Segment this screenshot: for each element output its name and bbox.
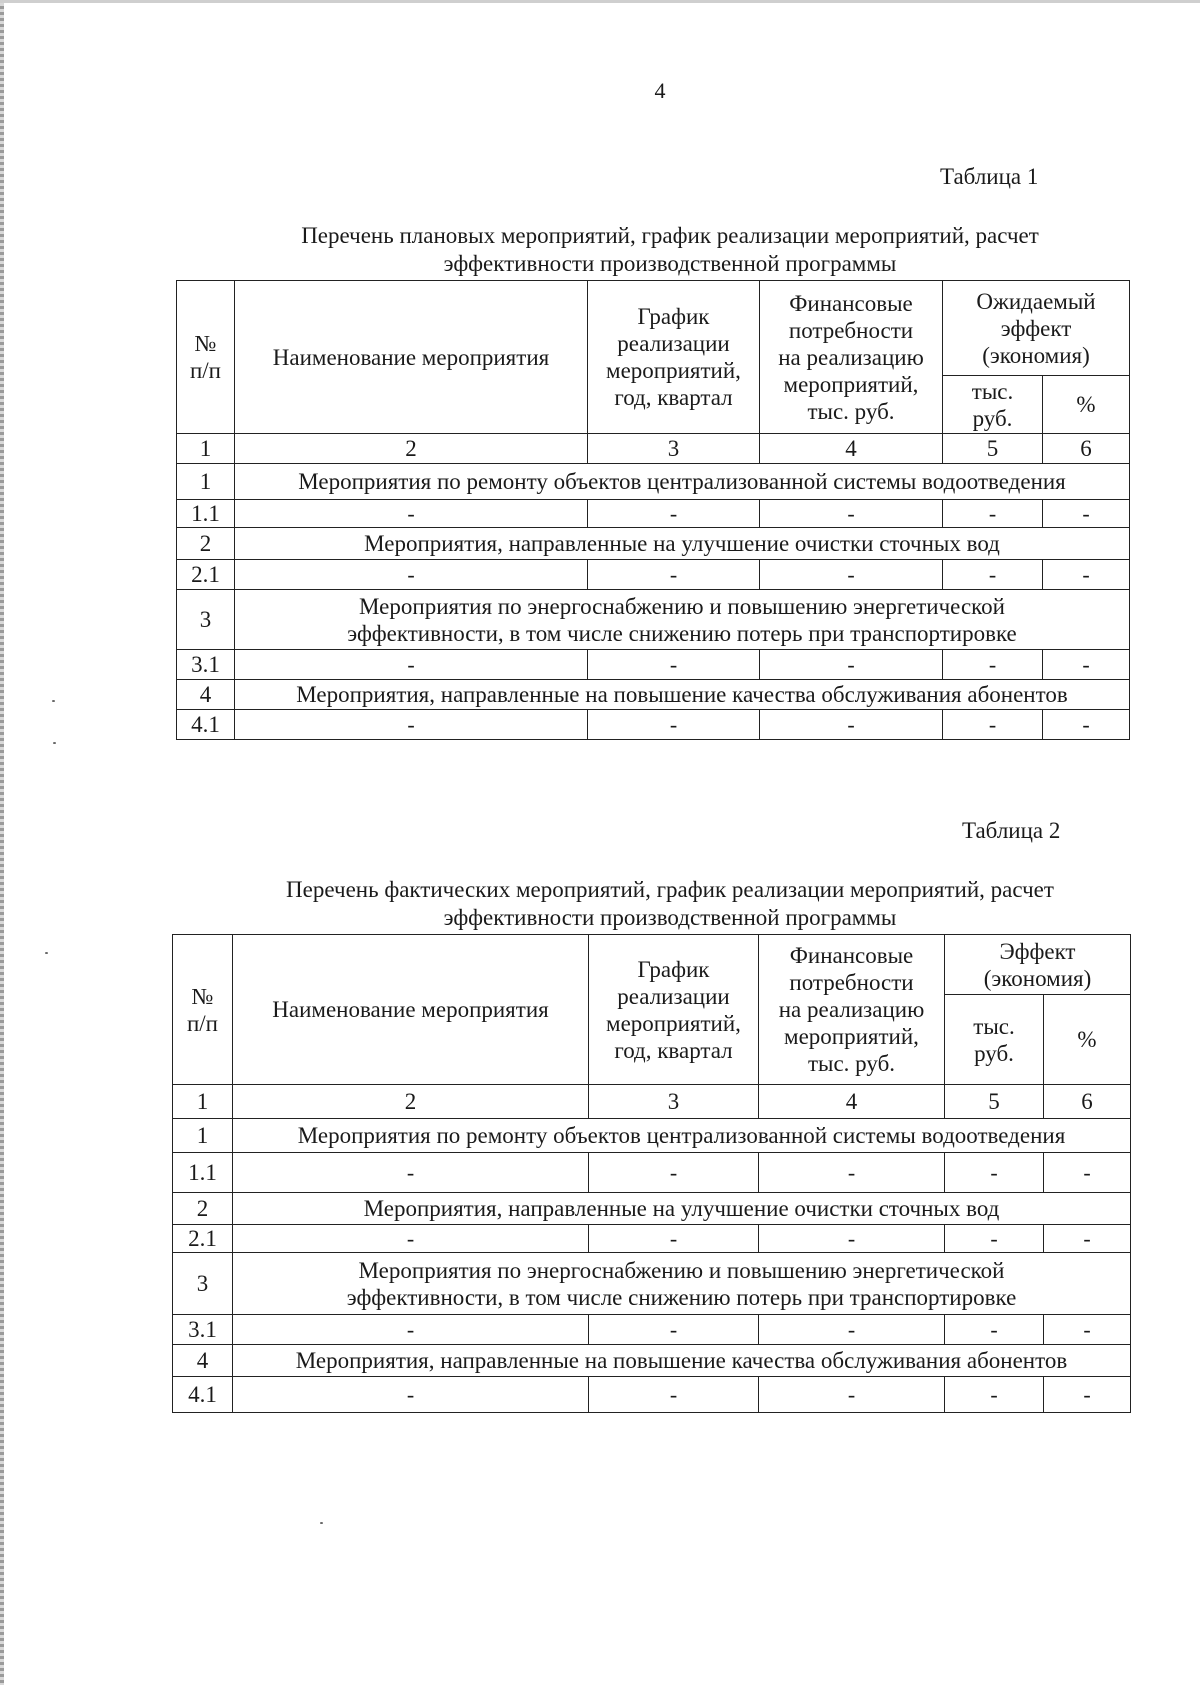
header-schedule-line: реализации <box>617 331 730 356</box>
cell-value: - <box>233 1377 589 1413</box>
section-num: 3 <box>173 1253 233 1315</box>
table-row <box>173 1315 1131 1345</box>
cell-value: - <box>1044 1153 1131 1193</box>
section-num: 4 <box>173 1345 233 1377</box>
section-num: 1 <box>177 464 235 500</box>
section-title-line: Мероприятия по энергоснабжению и повышению энергетической <box>359 593 1005 619</box>
header-effect-rub <box>945 995 1044 1085</box>
table-row <box>173 1153 1131 1193</box>
cell-value: - <box>943 560 1043 590</box>
cell-value: - <box>589 1153 759 1193</box>
section-title-line: эффективности, в том числе снижению потерь при транспортировке <box>346 1284 1017 1310</box>
header-effect-line: Эффект <box>999 938 1076 964</box>
section-title-line: эффективности, в том числе снижению потерь при транспортировке <box>347 620 1017 646</box>
header-finance-line: тыс. руб. <box>807 398 895 424</box>
row-num: 1.1 <box>177 500 235 528</box>
scan-speck <box>45 952 48 954</box>
header-schedule <box>589 935 759 1085</box>
header-effect-rub-line: руб. <box>974 1040 1014 1066</box>
section-title-line: Мероприятия по энергоснабжению и повышению энергетической <box>358 1257 1005 1283</box>
table-row <box>177 650 1130 680</box>
header-finance <box>759 935 945 1085</box>
header-effect-line: (экономия) <box>982 342 1090 368</box>
cell-value: - <box>1044 1225 1131 1253</box>
header-num-line: п/п <box>186 1010 218 1036</box>
header-effect-line: эффект <box>1000 315 1072 341</box>
table2-label: Таблица 2 <box>962 818 1061 843</box>
cell-value: - <box>588 710 760 740</box>
section-num: 1 <box>173 1119 233 1153</box>
col-number: 3 <box>589 1085 759 1119</box>
header-finance-line: мероприятий, <box>784 1024 919 1049</box>
header-finance-line: Финансовые <box>789 943 914 968</box>
cell-value: - <box>1043 500 1130 528</box>
cell-value: - <box>589 1315 759 1345</box>
section-row <box>177 680 1130 710</box>
section-title <box>235 590 1130 650</box>
header-effect <box>943 281 1130 376</box>
table1-title <box>230 222 1110 278</box>
row-num: 4.1 <box>177 710 235 740</box>
cell-value: - <box>943 650 1043 680</box>
header-effect <box>945 935 1131 995</box>
header-effect-rub <box>943 376 1043 434</box>
section-row <box>173 1253 1131 1315</box>
cell-value: - <box>760 560 943 590</box>
col-number: 6 <box>1044 1085 1131 1119</box>
cell-value: - <box>945 1315 1044 1345</box>
cell-value: - <box>235 500 588 528</box>
header-schedule <box>588 281 760 434</box>
cell-value: - <box>588 500 760 528</box>
header-schedule-line: год, квартал <box>614 1037 733 1063</box>
header-finance-line: на реализацию <box>778 997 925 1022</box>
col-number: 5 <box>945 1085 1044 1119</box>
table2-title <box>210 876 1130 932</box>
cell-value: - <box>945 1225 1044 1253</box>
cell-value: - <box>233 1315 589 1345</box>
cell-value: - <box>1043 710 1130 740</box>
cell-value: - <box>760 650 943 680</box>
section-num: 3 <box>177 590 235 650</box>
cell-value: - <box>943 710 1043 740</box>
header-num-line: п/п <box>189 358 221 383</box>
cell-value: - <box>235 560 588 590</box>
section-row <box>177 528 1130 560</box>
col-number: 4 <box>760 434 943 464</box>
cell-value: - <box>588 650 760 680</box>
section-num: 2 <box>173 1193 233 1225</box>
header-finance-line: на реализацию <box>778 344 924 370</box>
cell-value: - <box>760 500 943 528</box>
header-effect-rub-line: тыс. <box>973 1013 1015 1039</box>
cell-value: - <box>1044 1315 1131 1345</box>
header-finance-line: мероприятий, <box>783 371 919 397</box>
row-num: 3.1 <box>173 1315 233 1345</box>
table-row <box>177 710 1130 740</box>
table1-label: Таблица 1 <box>940 164 1039 189</box>
cell-value: - <box>759 1315 945 1345</box>
table2 <box>172 934 1131 1413</box>
header-schedule-line: реализации <box>617 983 730 1009</box>
header-num <box>173 935 233 1085</box>
section-title: Мероприятия, направленные на улучшение очистки сточных вод <box>235 528 1130 560</box>
header-name: Наименование мероприятия <box>233 935 589 1085</box>
header-effect-rub-line: руб. <box>972 405 1013 431</box>
section-row <box>173 1119 1131 1153</box>
section-num: 2 <box>177 528 235 560</box>
section-num: 4 <box>177 680 235 710</box>
header-effect-pct: % <box>1044 995 1131 1085</box>
header-effect-rub-line: тыс. <box>971 378 1014 404</box>
cell-value: - <box>235 710 588 740</box>
page-number: 4 <box>654 78 666 103</box>
cell-value: - <box>943 500 1043 528</box>
section-title: Мероприятия по ремонту объектов централизованной системы водоотведения <box>233 1119 1131 1153</box>
cell-value: - <box>759 1377 945 1413</box>
section-row <box>177 464 1130 500</box>
cell-value: - <box>589 1377 759 1413</box>
table-row <box>173 1377 1131 1413</box>
cell-value: - <box>759 1153 945 1193</box>
header-schedule-line: мероприятий, <box>606 1010 741 1036</box>
col-number: 3 <box>588 434 760 464</box>
header-name: Наименование мероприятия <box>235 281 588 434</box>
header-num-line: № <box>191 983 214 1009</box>
scan-speck <box>53 742 56 744</box>
header-effect-pct: % <box>1043 376 1130 434</box>
header-finance-line: Финансовые <box>789 290 913 316</box>
header-num <box>177 281 235 434</box>
header-finance-line: тыс. руб. <box>807 1051 896 1076</box>
col-number-row <box>177 434 1130 464</box>
header-finance <box>760 281 943 434</box>
header-effect-line: (экономия) <box>983 965 1092 991</box>
section-title: Мероприятия, направленные на улучшение очистки сточных вод <box>233 1193 1131 1225</box>
cell-value: - <box>589 1225 759 1253</box>
cell-value: - <box>233 1153 589 1193</box>
col-number: 6 <box>1043 434 1130 464</box>
col-number: 5 <box>943 434 1043 464</box>
header-finance-line: потребности <box>789 970 914 995</box>
table1-title-line1: Перечень плановых мероприятий, график реализации мероприятий, расчет <box>301 223 1039 248</box>
header-finance-line: потребности <box>788 317 914 343</box>
section-title: Мероприятия, направленные на повышение качества обслуживания абонентов <box>233 1345 1131 1377</box>
col-number-row <box>173 1085 1131 1119</box>
col-number: 1 <box>173 1085 233 1119</box>
section-row <box>173 1345 1131 1377</box>
row-num: 1.1 <box>173 1153 233 1193</box>
section-row <box>173 1193 1131 1225</box>
header-schedule-line: График <box>637 956 710 982</box>
cell-value: - <box>588 560 760 590</box>
cell-value: - <box>760 710 943 740</box>
cell-value: - <box>235 650 588 680</box>
cell-value: - <box>945 1377 1044 1413</box>
scan-speck <box>52 700 55 702</box>
row-num: 4.1 <box>173 1377 233 1413</box>
section-title <box>233 1253 1131 1315</box>
scan-edge <box>0 0 4 1685</box>
section-row <box>177 590 1130 650</box>
table1-title-line2: эффективности производственной программы <box>443 251 897 276</box>
table2-title-line2: эффективности производственной программы <box>443 905 897 930</box>
col-number: 1 <box>177 434 235 464</box>
table-row <box>177 560 1130 590</box>
cell-value: - <box>233 1225 589 1253</box>
row-num: 2.1 <box>173 1225 233 1253</box>
header-schedule-line: год, квартал <box>614 385 733 410</box>
col-number: 2 <box>235 434 588 464</box>
table1 <box>176 280 1130 740</box>
scan-speck <box>320 1522 323 1524</box>
col-number: 2 <box>233 1085 589 1119</box>
header-schedule-line: мероприятий, <box>606 358 741 383</box>
header-schedule-line: График <box>637 304 710 329</box>
cell-value: - <box>945 1153 1044 1193</box>
cell-value: - <box>759 1225 945 1253</box>
table-row <box>177 500 1130 528</box>
cell-value: - <box>1043 560 1130 590</box>
table-row <box>173 1225 1131 1253</box>
table2-title-line1: Перечень фактических мероприятий, график реализации мероприятий, расчет <box>286 877 1054 902</box>
row-num: 3.1 <box>177 650 235 680</box>
cell-value: - <box>1043 650 1130 680</box>
row-num: 2.1 <box>177 560 235 590</box>
header-num-line: № <box>194 331 217 356</box>
section-title: Мероприятия по ремонту объектов централизованной системы водоотведения <box>235 464 1130 500</box>
cell-value: - <box>1044 1377 1131 1413</box>
header-effect-line: Ожидаемый <box>976 288 1096 314</box>
scan-edge-top <box>0 0 1200 3</box>
section-title: Мероприятия, направленные на повышение качества обслуживания абонентов <box>235 680 1130 710</box>
col-number: 4 <box>759 1085 945 1119</box>
